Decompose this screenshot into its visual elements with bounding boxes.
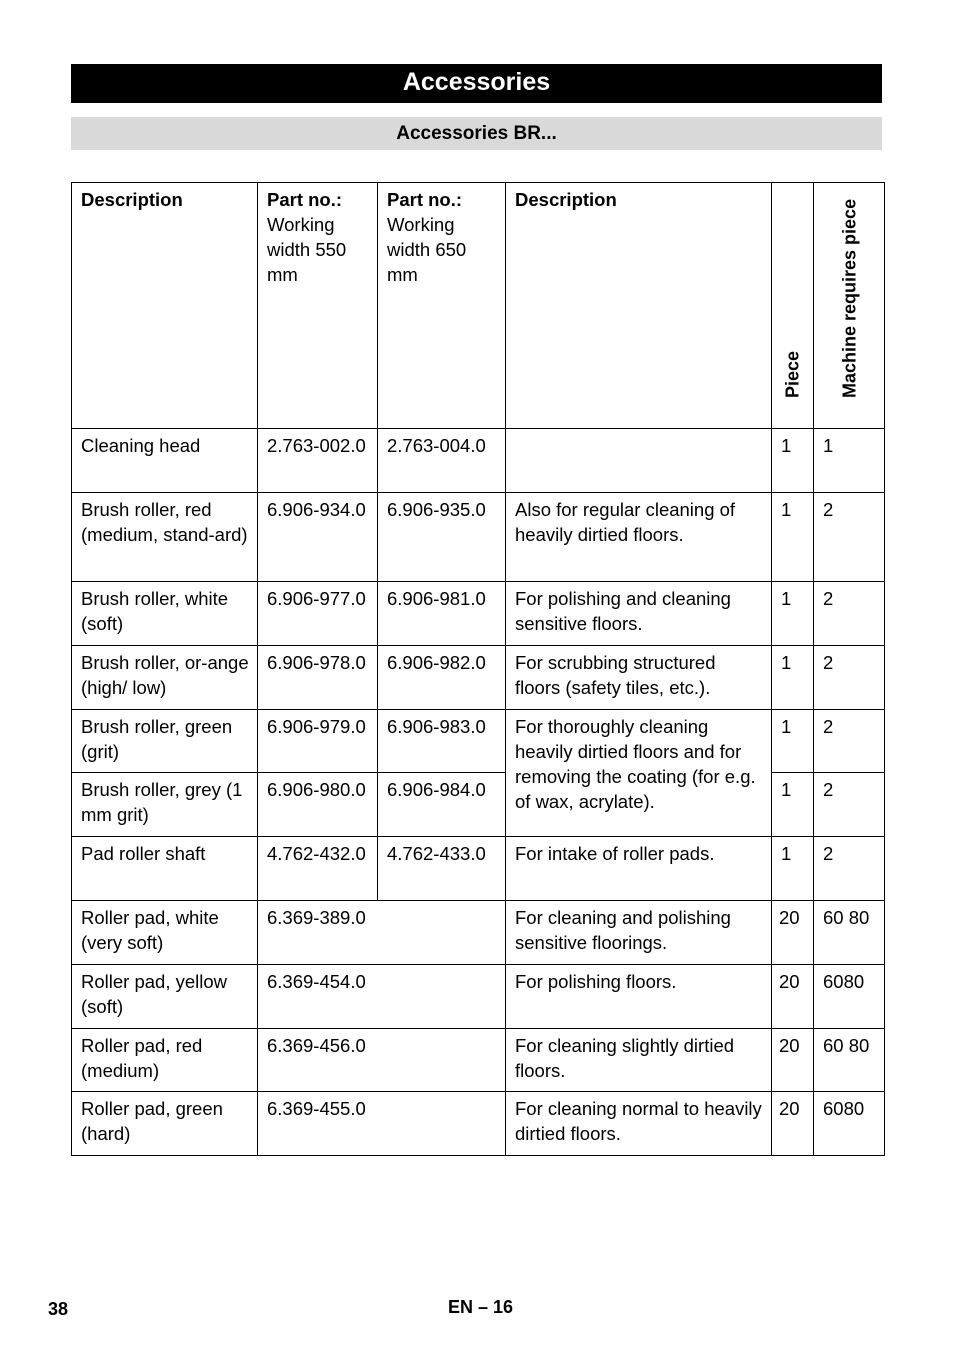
row-desc: For cleaning normal to heavily dirtied floors.	[506, 1092, 772, 1156]
row-desc: For polishing and cleaning sensitive floors.	[506, 582, 772, 646]
row-piece: 1	[772, 710, 814, 773]
row-part-550: 6.906-977.0	[258, 582, 378, 646]
row-piece: 1	[772, 582, 814, 646]
table-row	[72, 646, 885, 710]
table-row	[72, 837, 885, 901]
table-row	[72, 965, 885, 1029]
row-desc: For cleaning and polishing sensitive floorings.	[506, 901, 772, 965]
row-part-550: 6.906-978.0	[258, 646, 378, 710]
row-part-550: 6.906-980.0	[258, 773, 378, 837]
row-name: Brush roller, white (soft)	[72, 582, 258, 646]
row-part-650: 6.906-981.0	[378, 582, 506, 646]
row-part-650: 6.906-982.0	[378, 646, 506, 710]
row-required: 6080	[814, 965, 885, 1029]
row-name: Roller pad, green (hard)	[72, 1092, 258, 1156]
header-part-650: Part no.: Working width 650 mm	[378, 183, 506, 429]
row-part: 6.369-455.0	[258, 1092, 506, 1156]
table-row	[72, 901, 885, 965]
row-required: 2	[814, 493, 885, 582]
header-machine-requires: Machine requires piece	[814, 183, 885, 429]
language-page-label: EN – 16	[448, 1297, 514, 1317]
row-name: Brush roller, green (grit)	[72, 710, 258, 773]
row-part: 6.369-456.0	[258, 1029, 506, 1092]
row-desc: For polishing floors.	[506, 965, 772, 1029]
row-part-650: 2.763-004.0	[378, 429, 506, 493]
row-part-650: 6.906-984.0	[378, 773, 506, 837]
accessories-table	[71, 182, 885, 1156]
header-description-2: Description	[506, 183, 772, 429]
row-part-550: 2.763-002.0	[258, 429, 378, 493]
row-name: Cleaning head	[72, 429, 258, 493]
table-row	[72, 429, 885, 493]
row-desc: For scrubbing structured floors (safety tiles, etc.).	[506, 646, 772, 710]
row-required: 1	[814, 429, 885, 493]
row-piece: 1	[772, 493, 814, 582]
row-part-650: 6.906-935.0	[378, 493, 506, 582]
row-name: Roller pad, white (very soft)	[72, 901, 258, 965]
row-desc	[506, 429, 772, 493]
row-required: 6080	[814, 1092, 885, 1156]
row-piece: 1	[772, 429, 814, 493]
table-row	[72, 1029, 885, 1092]
row-piece: 20	[772, 901, 814, 965]
row-name: Brush roller, red (medium, stand-ard)	[72, 493, 258, 582]
row-required: 2	[814, 837, 885, 901]
row-name: Brush roller, or-ange (high/ low)	[72, 646, 258, 710]
row-desc: For intake of roller pads.	[506, 837, 772, 901]
row-required: 2	[814, 710, 885, 773]
row-name: Brush roller, grey (1 mm grit)	[72, 773, 258, 837]
row-part-650: 6.906-983.0	[378, 710, 506, 773]
header-description: Description	[72, 183, 258, 429]
row-piece: 20	[772, 1029, 814, 1092]
row-required: 2	[814, 646, 885, 710]
row-piece: 1	[772, 837, 814, 901]
row-required: 2	[814, 582, 885, 646]
row-desc: For thoroughly cleaning heavily dirtied floors and for removing the coating (for e.g. of wax, acrylate).	[506, 710, 772, 837]
header-part-550: Part no.: Working width 550 mm	[258, 183, 378, 429]
row-desc: Also for regular cleaning of heavily dirtied floors.	[506, 493, 772, 582]
row-required: 2	[814, 773, 885, 837]
page-number: 38	[48, 1299, 69, 1319]
table-row	[72, 1092, 885, 1156]
header-piece: Piece	[772, 183, 814, 429]
row-name: Roller pad, yellow (soft)	[72, 965, 258, 1029]
table-row	[72, 493, 885, 582]
row-required: 60 80	[814, 1029, 885, 1092]
table-header-row	[72, 183, 885, 429]
row-piece: 20	[772, 965, 814, 1029]
row-part: 6.369-454.0	[258, 965, 506, 1029]
row-part-650: 4.762-433.0	[378, 837, 506, 901]
row-piece: 20	[772, 1092, 814, 1156]
row-desc: For cleaning slightly dirtied floors.	[506, 1029, 772, 1092]
row-name: Pad roller shaft	[72, 837, 258, 901]
row-piece: 1	[772, 646, 814, 710]
row-part-550: 6.906-934.0	[258, 493, 378, 582]
table-row	[72, 582, 885, 646]
row-part: 6.369-389.0	[258, 901, 506, 965]
table-row	[72, 710, 885, 773]
section-title: Accessories	[71, 64, 882, 103]
row-name: Roller pad, red (medium)	[72, 1029, 258, 1092]
row-part-550: 6.906-979.0	[258, 710, 378, 773]
row-part-550: 4.762-432.0	[258, 837, 378, 901]
row-required: 60 80	[814, 901, 885, 965]
row-piece: 1	[772, 773, 814, 837]
section-subtitle: Accessories BR...	[71, 117, 882, 150]
